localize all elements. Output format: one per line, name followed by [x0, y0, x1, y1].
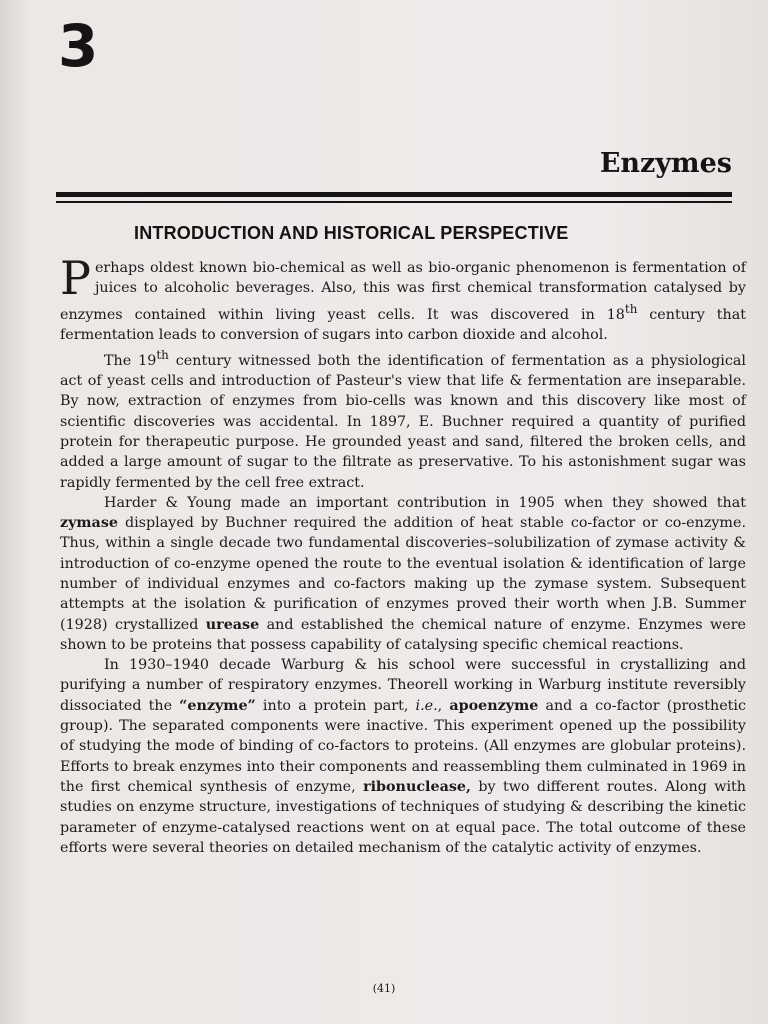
paragraph-1: Perhaps oldest known bio-chemical as well as bio-organic phenomenon is fermentation of juices to alcoholic beverages. Also, this was first chemical transformation catalysed by enzymes contained within living yeast cells. It was discovered in 18th century that fermentation leads to conversion of sugars into carbon dioxide and alcohol.: [60, 251, 746, 343]
paragraph-3: Harder & Young made an important contribution in 1905 when they showed that zymase displayed by Buchner required the addition of heat stable co-factor or co-enzyme. Thus, within a single decade two fundamental discoveries–solubilization of zymase activity & introduction of co-enzyme opened the route to the eventual isolation & identification of large number of individual enzymes and co-factors making up the zymase system. Subsequent attempts at the isolation & purification of enzymes proved their worth when J.B. Summer (1928) crystallized urease and established the chemical nature of enzyme. Enzymes were shown to be proteins that possess capability of catalysing specific chemical reactions.: [60, 494, 746, 653]
chapter-number: 3: [58, 12, 99, 80]
chapter-rule-thick: [56, 192, 732, 197]
section-heading: INTRODUCTION AND HISTORICAL PERSPECTIVE: [134, 223, 569, 243]
term-enzyme: “enzyme”: [179, 697, 256, 714]
drop-cap: P: [60, 251, 91, 305]
term-urease: urease: [205, 616, 260, 633]
term-apoenzyme: apoenzyme: [449, 697, 539, 714]
term-ribonuclease: ribonuclease,: [363, 778, 471, 795]
page-number: (41): [372, 982, 396, 995]
paragraph-2: The 19th century witnessed both the identification of fermentation as a physiological act of yeast cells and introduction of Pasteur's view that life & fermentation are inseparable. By now, extraction of enzymes from bio-cells was known and this discovery like most of scientific discoveries was accidental. In 1897, E. Buchner required a quantity of purified protein for therapeutic purpose. He grounded yeast and sand, filtered the broken cells, and added a large amount of sugar to the filtrate as preservative. To his astonishment sugar was rapidly fermented by the cell free extract.: [60, 347, 746, 491]
paragraph-4: In 1930–1940 decade Warburg & his school were successful in crystallizing and purifying a number of respiratory enzymes. Theorell working in Warburg institute reversibly dissociated the “enzyme” into a protein part, i.e., apoenzyme and a co-factor (prosthetic group). The separated components were inactive. This experiment opened up the possibility of studying the mode of binding of co-factors to proteins. (All enzymes are globular proteins). Efforts to break enzymes into their components and reassembling them culminated in 1969 in the first chemical synthesis of enzyme, ribonuclease, by two different routes. Along with studies on enzyme structure, investigations of techniques of studying & describing the kinetic parameter of enzyme-catalysed reactions went on at equal pace. The total outcome of these efforts were several theories on detailed mechanism of the catalytic activity of enzymes.: [60, 657, 746, 856]
chapter-rule-thin: [56, 201, 732, 203]
term-zymase: zymase: [60, 515, 118, 532]
body-text: [60, 251, 746, 858]
chapter-title: Enzymes: [599, 148, 732, 179]
